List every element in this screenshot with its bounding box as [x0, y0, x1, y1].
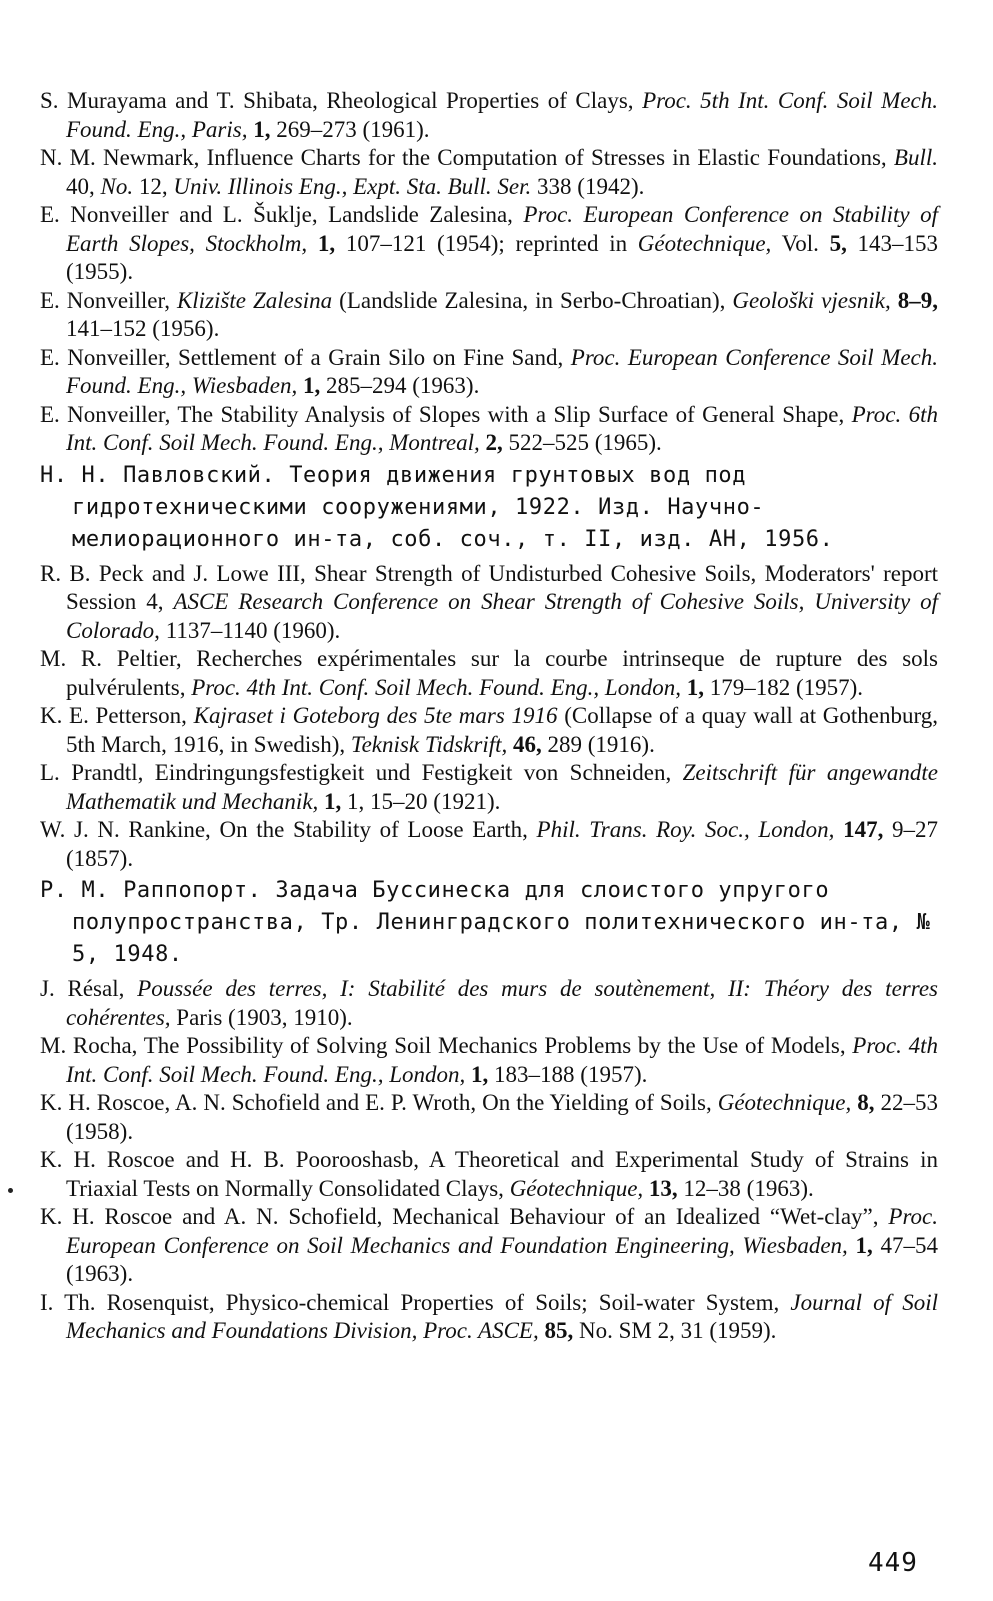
reference-entry [40, 702, 938, 759]
reference-italic-text: Proc. European Conference on Stability of Earth Slopes, Stockholm, [66, 202, 939, 256]
reference-italic-text: Proc. European Conference on Soil Mechanics and Foundation Engineering, Wiesbaden, [66, 1204, 938, 1258]
reference-volume-number: 13, [648, 1175, 678, 1201]
reference-italic-text: Zeitschrift für angewandte Mathematik und Mechanik, [66, 760, 938, 814]
reference-text: K. H. Roscoe and H. B. Poorooshasb, A Theoretical and Experimental Study of Strains in Triaxial Tests on Normally Consolidated Clays, [40, 1147, 938, 1201]
reference-text: (Collapse of a quay wall at Gothenburg, 5th March, 1916, in Swedish), [66, 703, 939, 757]
reference-entry [40, 344, 938, 401]
reference-entry [40, 460, 938, 556]
reference-entry [40, 759, 938, 816]
reference-italic-text: Poussée des terres, I: Stabilité des murs de soutènement, II: Théory des terres cohérentes, [66, 976, 938, 1030]
reference-volume-number: 1, [324, 788, 342, 814]
reference-volume-number: 85, [544, 1318, 574, 1343]
reference-text: S. Murayama and T. Shibata, Rheological Properties of Clays, [40, 88, 643, 113]
reference-italic-text: Geološki vjesnik, [732, 287, 891, 313]
reference-text: E. Nonveiller, [40, 287, 177, 313]
reference-text: 522–525 (1965). [502, 430, 662, 455]
reference-list [40, 87, 938, 1346]
reference-text: 183–188 (1957). [488, 1061, 648, 1087]
reference-text: 179–182 (1957). [703, 674, 864, 700]
reference-text: 9–27 (1857). [66, 817, 939, 871]
reference-text: Paris (1903, 1910). [170, 1004, 353, 1030]
reference-text: L. Prandtl, Eindringungsfestigkeit und Festigkeit von Schneiden, [40, 760, 683, 785]
reference-entry [40, 816, 938, 873]
reference-text: 22–53 (1958). [66, 1090, 939, 1144]
reference-entry [40, 560, 938, 646]
reference-text: 12, [133, 173, 174, 199]
reference-text: 12–38 (1963). [677, 1175, 814, 1201]
reference-text: Р. М. Раппопорт. Задача Буссинеска для слоистого упругого полупространства, Тр. Ленинградского политехнического ин-та, № 5, 1948. [40, 878, 931, 967]
reference-italic-text: Proc. 5th Int. Conf. Soil Mech. Found. Eng., Paris, [66, 88, 938, 142]
reference-entry [40, 1203, 938, 1289]
reference-text: J. Résal, [40, 976, 138, 1001]
reference-entry [40, 401, 938, 458]
reference-italic-text: ASCE Research Conference on Shear Strength of Cohesive Soils, University of Colorado, [66, 589, 938, 643]
reference-italic-text: Journal of Soil Mechanics and Foundations Division, Proc. ASCE, [66, 1289, 938, 1343]
reference-entry [40, 875, 938, 971]
reference-text [848, 1233, 856, 1258]
reference-text: W. J. N. Rankine, On the Stability of Loose Earth, [40, 817, 537, 842]
reference-text: N. M. Newmark, Influence Charts for the Computation of Stresses in Elastic Foundations, [40, 145, 894, 170]
reference-italic-text: Proc. 4th Int. Conf. Soil Mech. Found. Eng., London, [191, 674, 681, 700]
reference-italic-text: Univ. Illinois Eng., Expt. Sta. Bull. Ser. [173, 173, 532, 199]
reference-entry [40, 144, 938, 201]
reference-text: 40, [66, 173, 101, 199]
reference-text: (Landslide Zalesina, in Serbo-Chroatian), [332, 287, 733, 313]
reference-italic-text: Géotechnique, [717, 1090, 852, 1115]
reference-text: Н. Н. Павловский. Теория движения грунтовых вод под гидротехническими сооружениями, 1922. Изд. Научно-мелиорационного ин-та, соб. соч., т. II, изд. АН, 1956. [40, 462, 834, 552]
reference-volume-number: 1, [855, 1232, 873, 1258]
reference-text: 1137–1140 (1960). [159, 617, 341, 643]
reference-text: K. E. Petterson, [40, 703, 194, 728]
reference-text: 47–54 (1963). [66, 1232, 938, 1286]
reference-text: R. B. Peck and J. Lowe III, Shear Strength of Undisturbed Cohesive Soils, Moderators' report Session 4, [40, 560, 938, 614]
reference-text: M. Rocha, The Possibility of Solving Soil Mechanics Problems by the Use of Models, [40, 1033, 853, 1058]
reference-volume-number: 5, [829, 230, 847, 256]
reference-entry [40, 201, 938, 287]
reference-text: 285–294 (1963). [320, 373, 480, 398]
reference-text: 107–121 (1954); reprinted in [335, 230, 638, 256]
reference-text: K. H. Roscoe, A. N. Schofield and E. P. Wroth, On the Yielding of Soils, [40, 1090, 718, 1115]
reference-text: 338 (1942). [531, 173, 645, 199]
reference-text: 289 (1916). [541, 731, 655, 757]
reference-text [834, 817, 843, 842]
page-number: 449 [868, 1548, 918, 1578]
reference-italic-text: Géotechnique, [637, 230, 772, 256]
reference-volume-number: 147, [843, 817, 884, 842]
reference-italic-text: Proc. 6th Int. Conf. Soil Mech. Found. Eng., Montreal, [66, 401, 938, 455]
reference-text: M. R. Peltier, Recherches expérimentales sur la courbe intrinseque de rupture des sols pulvérulents, [40, 646, 938, 700]
reference-text [307, 231, 318, 256]
reference-italic-text: Proc. European Conference Soil Mech. Found. Eng., Wiesbaden, [66, 344, 938, 398]
reference-volume-number: 1, [686, 674, 704, 700]
reference-entry [40, 1146, 938, 1203]
reference-italic-text: Phil. Trans. Roy. Soc., London, [536, 817, 835, 842]
reference-volume-number: 8, [857, 1090, 875, 1115]
reference-italic-text: Kajraset i Goteborg des 5te mars 1916 [193, 703, 558, 728]
reference-text: E. Nonveiller, Settlement of a Grain Silo on Fine Sand, [40, 344, 571, 370]
reference-text: 143–153 (1955). [66, 230, 939, 284]
reference-text: 141–152 (1956). [66, 316, 220, 341]
reference-italic-text: Bull. [893, 145, 938, 170]
reference-text: 1, 15–20 (1921). [341, 788, 501, 814]
reference-text: Vol. [771, 230, 830, 256]
reference-volume-number: 1, [303, 373, 321, 398]
reference-volume-number: 2, [485, 430, 503, 455]
reference-volume-number: 8–9, [897, 287, 939, 313]
reference-entry [40, 287, 938, 344]
reference-text: No. SM 2, 31 (1959). [573, 1318, 777, 1343]
reference-text [891, 288, 898, 313]
reference-entry [40, 645, 938, 702]
reference-text: K. H. Roscoe and A. N. Schofield, Mechanical Behaviour of an Idealized “Wet-clay”, [40, 1204, 889, 1229]
reference-italic-text: Klizište Zalesina [176, 287, 333, 313]
reference-text: 269–273 (1961). [270, 116, 430, 142]
reference-italic-text: Teknisk Tidskrift, [350, 731, 508, 757]
reference-text: E. Nonveiller, The Stability Analysis of Slopes with a Slip Surface of General Shape, [40, 401, 852, 427]
reference-entry [40, 87, 938, 144]
reference-italic-text: Proc. 4th Int. Conf. Soil Mech. Found. Eng., London, [66, 1033, 938, 1087]
reference-text: E. Nonveiller and L. Šuklje, Landslide Zalesina, [40, 202, 524, 227]
reference-volume-number: 1, [471, 1061, 489, 1087]
reference-volume-number: 1, [317, 230, 336, 256]
reference-italic-text: No. [100, 173, 134, 199]
reference-entry [40, 1032, 938, 1089]
reference-entry [40, 1089, 938, 1146]
reference-volume-number: 1, [253, 116, 271, 142]
reference-entry [40, 975, 938, 1032]
reference-text: I. Th. Rosenquist, Physico-chemical Properties of Soils; Soil-water System, [40, 1289, 791, 1315]
reference-volume-number: 46, [513, 731, 542, 757]
margin-dot-mark [8, 1188, 13, 1193]
reference-italic-text: Géotechnique, [509, 1175, 644, 1201]
reference-entry [40, 1289, 938, 1346]
